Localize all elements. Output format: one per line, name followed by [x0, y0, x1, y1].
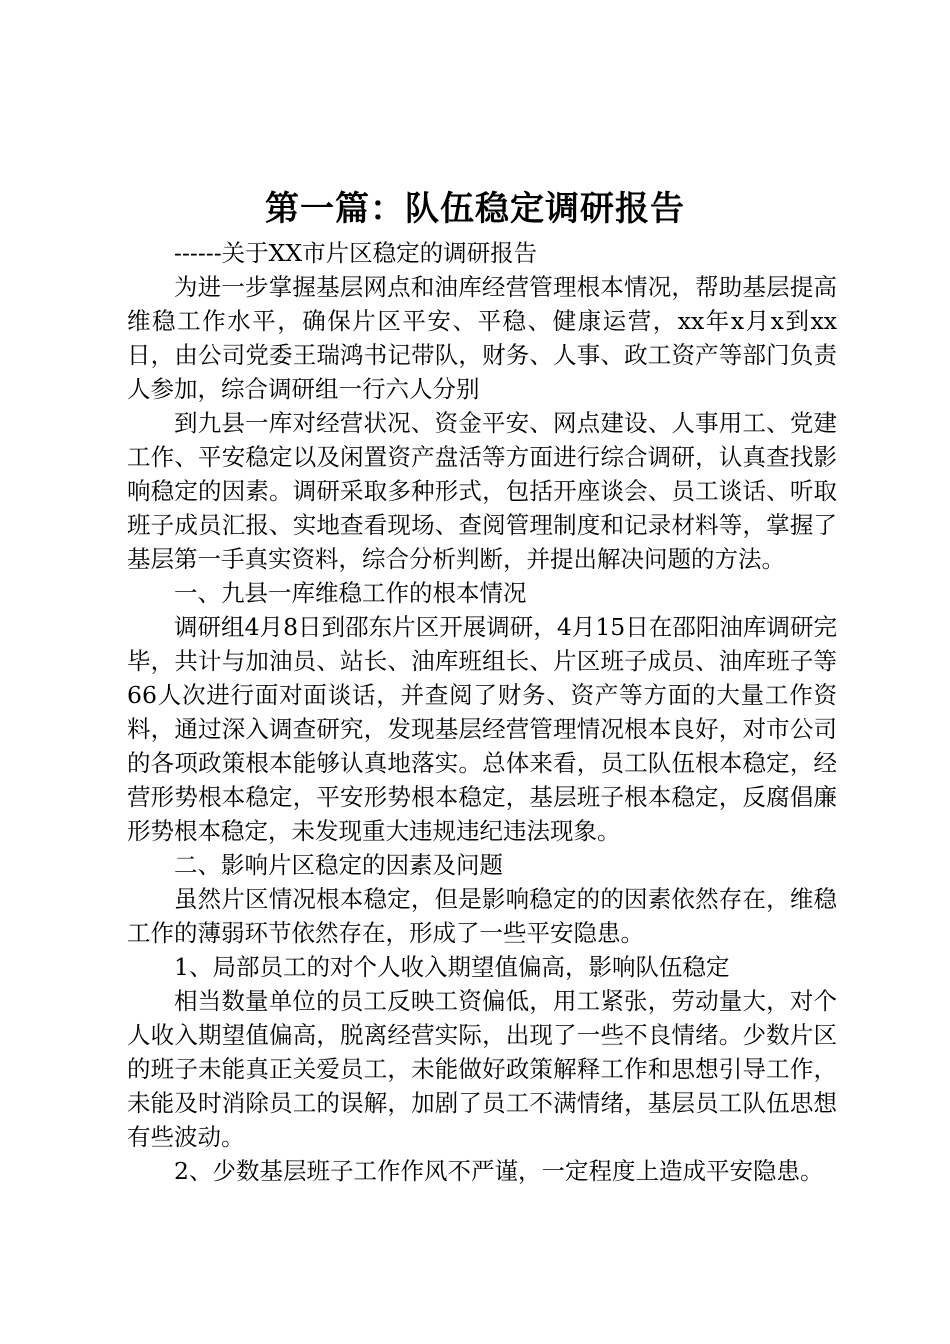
- section-heading: 二、影响片区稳定的因素及问题: [174, 851, 503, 879]
- body-paragraph: 为进一步掌握基层网点和油库经营管理根本情况，帮助基层提高维稳工作水平，确保片区平安、平稳、健康运营，xx年x月x到xx日，由公司党委王瑞鸿书记带队，财务、人事、政工资产等部门负责人参加，综合调研组一行六人分别: [127, 273, 837, 403]
- document-title: 第一篇：队伍稳定调研报告: [265, 189, 685, 229]
- subtitle-paragraph: ------关于XX市片区稳定的调研报告: [174, 239, 538, 267]
- section-heading: 一、九县一库维稳工作的根本情况: [174, 579, 527, 607]
- body-paragraph: 虽然片区情况根本稳定，但是影响稳定的的因素依然存在，维稳工作的薄弱环节依然存在，形成了一些平安隐患。: [127, 885, 837, 947]
- body-paragraph: 相当数量单位的员工反映工资偏低，用工紧张，劳动量大，对个人收入期望值偏高，脱离经营实际，出现了一些不良情绪。少数片区的班子未能真正关爱员工，未能做好政策解释工作和思想引导工作，未能及时消除员工的误解，加剧了员工不满情绪，基层员工队伍思想有些波动。: [127, 987, 837, 1151]
- document-body: [127, 236, 837, 1188]
- subsection-heading: 2、少数基层班子工作作风不严谨，一定程度上造成平安隐患。: [174, 1157, 824, 1185]
- subsection-heading: 1、局部员工的对个人收入期望值偏高，影响队伍稳定: [174, 953, 730, 981]
- body-paragraph: 到九县一库对经营状况、资金平安、网点建设、人事用工、党建工作、平安稳定以及闲置资产盘活等方面进行综合调研，认真查找影响稳定的因素。调研采取多种形式，包括开座谈会、员工谈话、听取班子成员汇报、实地查看现场、查阅管理制度和记录材料等，掌握了基层第一手真实资料，综合分析判断，并提出解决问题的方法。: [127, 409, 837, 573]
- body-paragraph: 调研组4月8日到邵东片区开展调研，4月15日在邵阳油库调研完毕，共计与加油员、站长、油库班组长、片区班子成员、油库班子等66人次进行面对面谈话，并查阅了财务、资产等方面的大量工作资料，通过深入调查研究，发现基层经营管理情况根本良好，对市公司的各项政策根本能够认真地落实。总体来看，员工队伍根本稳定，经营形势根本稳定，平安形势根本稳定，基层班子根本稳定，反腐倡廉形势根本稳定，未发现重大违规违纪违法现象。: [127, 613, 837, 845]
